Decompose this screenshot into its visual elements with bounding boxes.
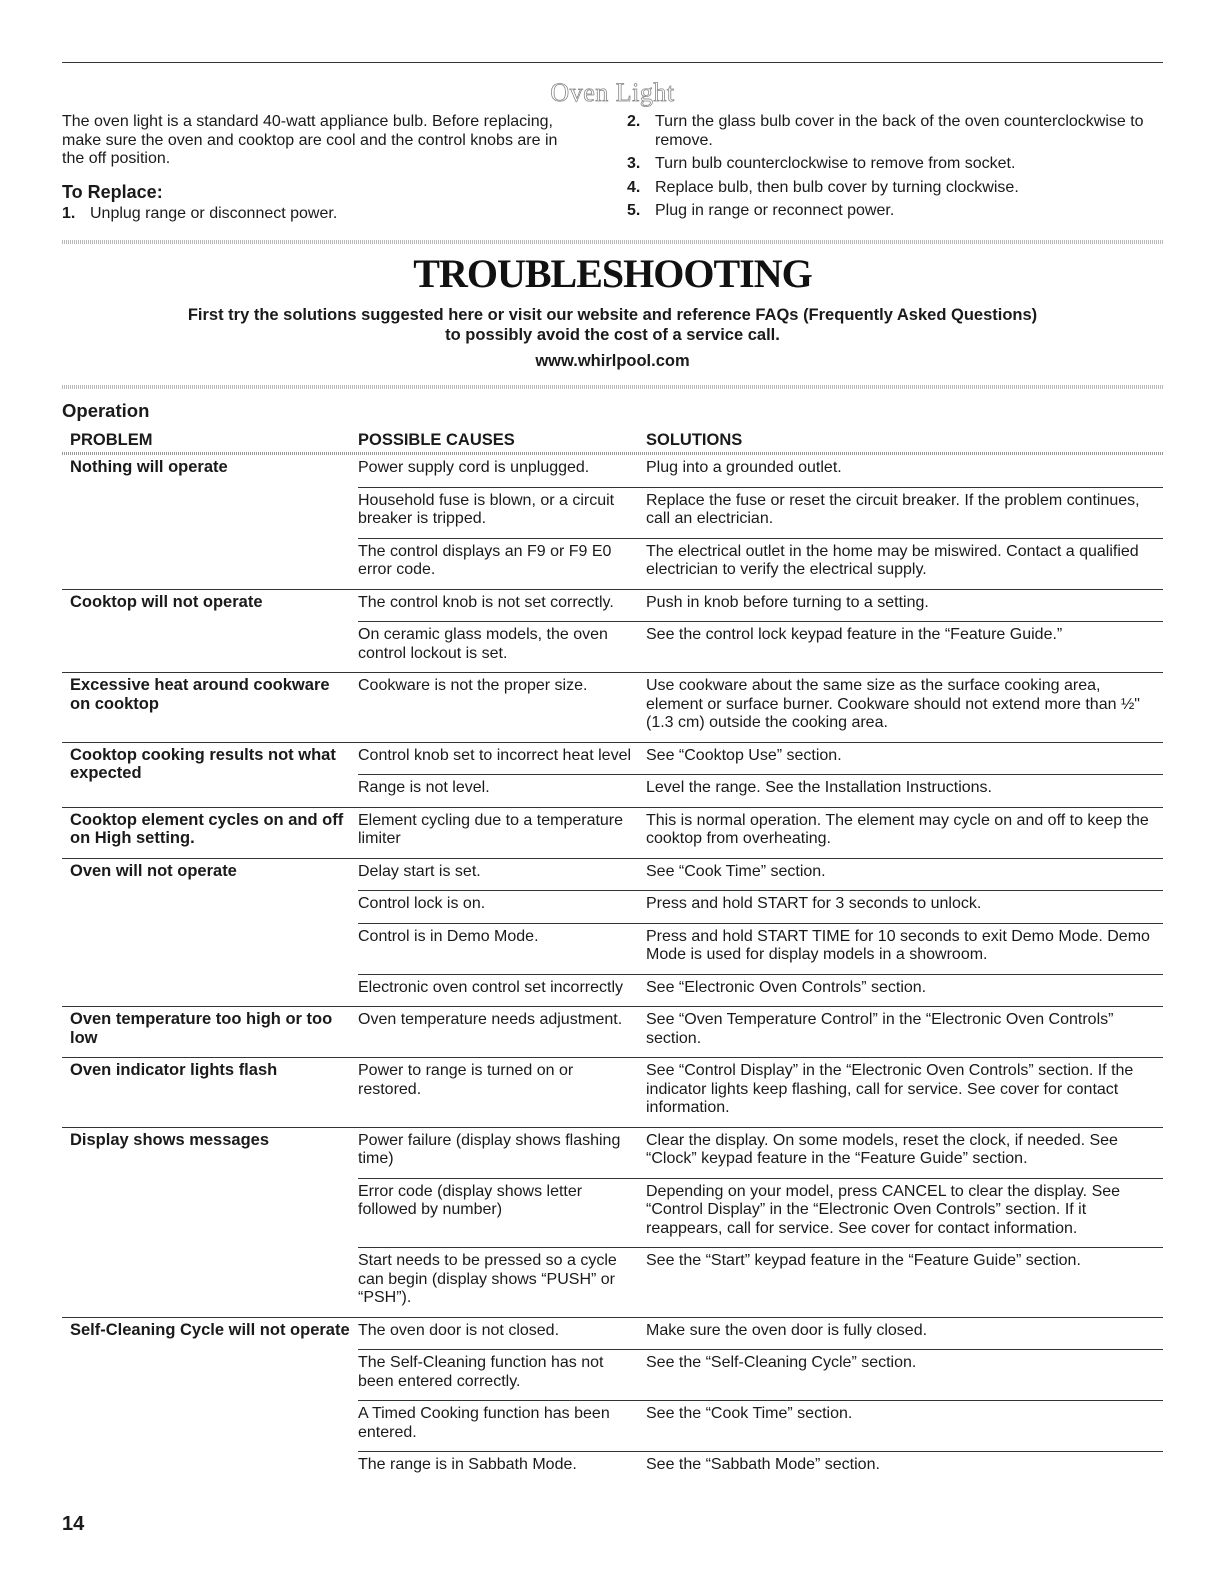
table-row xyxy=(358,1349,1163,1400)
step-text: Turn the glass bulb cover in the back of the oven counterclockwise to remove. xyxy=(655,113,1144,149)
solution-cell: See “Cook Time” section. xyxy=(646,862,826,880)
table-row xyxy=(358,1058,1163,1127)
problem-group xyxy=(62,858,1163,1007)
causes-list xyxy=(358,455,1163,589)
solution-cell: See the “Cook Time” section. xyxy=(646,1405,853,1422)
solution-cell: See “Electronic Oven Controls” section. xyxy=(646,978,927,996)
troubleshooting-title: TROUBLESHOOTING xyxy=(413,251,812,296)
step-number: 4. xyxy=(627,178,641,196)
step-number: 5. xyxy=(627,202,641,219)
problem-group xyxy=(62,807,1163,858)
cause-cell: Cookware is not the proper size. xyxy=(358,677,588,694)
table-row xyxy=(358,1247,1163,1317)
header-problem: PROBLEM xyxy=(70,430,153,449)
cause-cell: Control is in Demo Mode. xyxy=(358,927,539,945)
table-row xyxy=(358,923,1163,974)
solution-cell: See “Control Display” in the “Electronic Oven Controls” section. If the indicator lights keep flashing, call for service. See cover for contact information. xyxy=(646,1062,1134,1116)
causes-list xyxy=(358,743,1163,807)
subtitle-line: to possibly avoid the cost of a service call. xyxy=(445,326,780,344)
step-text: Replace bulb, then bulb cover by turning clockwise. xyxy=(655,178,1019,196)
table-body xyxy=(62,455,1163,1484)
solution-cell: This is normal operation. The element may cycle on and off to keep the cooktop from overheating. xyxy=(646,811,1149,847)
table-row xyxy=(358,1400,1163,1451)
website-link[interactable]: www.whirlpool.com xyxy=(535,352,690,370)
troubleshooting-table xyxy=(62,425,1163,1484)
step-number: 2. xyxy=(627,113,641,130)
table-row xyxy=(358,590,1163,622)
problem-group xyxy=(62,1006,1163,1057)
solution-cell: See the “Self-Cleaning Cycle” section. xyxy=(646,1354,917,1371)
problem-cell: Self-Cleaning Cycle will not operate xyxy=(70,1320,350,1339)
page-number: 14 xyxy=(62,1513,85,1535)
problem-cell: Cooktop will not operate xyxy=(70,592,263,611)
cause-cell: Error code (display shows letter followed by number) xyxy=(358,1182,583,1218)
problem-group xyxy=(62,742,1163,807)
cause-cell: The control knob is not set correctly. xyxy=(358,593,614,611)
solution-cell: Push in knob before turning to a setting. xyxy=(646,593,929,611)
problem-cell: Oven indicator lights flash xyxy=(70,1061,278,1079)
table-header xyxy=(62,425,1163,455)
causes-list xyxy=(358,808,1163,858)
cause-cell: Start needs to be pressed so a cycle can begin (display shows “PUSH” or “PSH”). xyxy=(358,1252,617,1306)
problem-cell: Oven temperature too high or too low xyxy=(70,1010,333,1047)
replace-step xyxy=(627,113,1167,150)
problem-cell: Cooktop cooking results not what expected xyxy=(70,745,336,782)
solution-cell: Depending on your model, press CANCEL to clear the display. See “Control Display” in the “Electronic Oven Controls” section. If it reappears, call for service. See cover for contact information. xyxy=(646,1182,1121,1237)
problem-group xyxy=(62,672,1163,742)
solution-cell: See the “Start” keypad feature in the “Feature Guide” section. xyxy=(646,1252,1081,1269)
problem-group xyxy=(62,1057,1163,1127)
cause-cell: Control knob set to incorrect heat level xyxy=(358,746,632,764)
cause-cell: On ceramic glass models, the oven control lockout is set. xyxy=(358,626,608,662)
table-row xyxy=(358,487,1163,538)
table-row xyxy=(358,673,1163,742)
causes-list xyxy=(358,1007,1163,1057)
operation-heading: Operation xyxy=(62,400,150,421)
problem-cell: Oven will not operate xyxy=(70,861,237,880)
table-row xyxy=(358,1007,1163,1057)
table-row xyxy=(358,743,1163,775)
cause-cell: The oven door is not closed. xyxy=(358,1321,560,1339)
table-row xyxy=(358,538,1163,589)
section-divider xyxy=(62,240,1163,244)
causes-list xyxy=(358,673,1163,742)
causes-list xyxy=(358,1058,1163,1127)
table-row xyxy=(358,808,1163,858)
solution-cell: Replace the fuse or reset the circuit breaker. If the problem continues, call an electrician. xyxy=(646,491,1140,527)
table-row xyxy=(358,1178,1163,1248)
solution-cell: Plug into a grounded outlet. xyxy=(646,459,842,476)
header-possible-causes: POSSIBLE CAUSES xyxy=(358,430,515,449)
problem-group xyxy=(62,455,1163,589)
oven-light-left-column xyxy=(62,113,582,229)
replace-step xyxy=(62,205,582,224)
cause-cell: Control lock is on. xyxy=(358,895,486,912)
troubleshooting-subtitle xyxy=(100,305,1125,371)
subtitle-line: First try the solutions suggested here or visit our website and reference FAQs (Frequently Asked Questions) xyxy=(187,306,1038,324)
oven-light-right-column xyxy=(627,113,1167,226)
header-solutions: SOLUTIONS xyxy=(646,430,743,449)
step-number: 1. xyxy=(62,205,76,222)
table-row xyxy=(358,621,1163,672)
top-rule xyxy=(62,62,1163,63)
step-text: Turn bulb counterclockwise to remove from socket. xyxy=(655,155,1016,172)
causes-list xyxy=(358,859,1163,1007)
causes-list xyxy=(358,590,1163,673)
solution-cell: Press and hold START for 3 seconds to unlock. xyxy=(646,895,982,912)
cause-cell: Range is not level. xyxy=(358,779,490,796)
causes-list xyxy=(358,1318,1163,1484)
oven-light-title: Oven Light xyxy=(550,78,675,107)
solution-cell: See “Cooktop Use” section. xyxy=(646,746,842,764)
cause-cell: Power failure (display shows flashing time) xyxy=(358,1131,621,1167)
problem-group xyxy=(62,589,1163,673)
section-divider xyxy=(62,385,1163,389)
cause-cell: The control displays an F9 or F9 E0 error code. xyxy=(358,542,612,578)
cause-cell: A Timed Cooking function has been entered. xyxy=(358,1405,610,1441)
problem-cell: Nothing will operate xyxy=(70,458,228,476)
solution-cell: Use cookware about the same size as the surface cooking area, element or surface burner. Cookware should not extend more than ½" (1.3 cm) outside the cooking area. xyxy=(646,677,1140,731)
replace-step xyxy=(627,179,1167,198)
solution-cell: Press and hold START TIME for 10 seconds to exit Demo Mode. Demo Mode is used for display models in a showroom. xyxy=(646,927,1150,963)
solution-cell: See “Oven Temperature Control” in the “Electronic Oven Controls” section. xyxy=(646,1011,1114,1047)
problem-cell: Display shows messages xyxy=(70,1130,270,1149)
replace-step xyxy=(627,155,1167,174)
solution-cell: See the control lock keypad feature in the “Feature Guide.” xyxy=(646,626,1063,643)
cause-cell: Delay start is set. xyxy=(358,862,481,880)
problem-cell: Cooktop element cycles on and off on High setting. xyxy=(70,810,344,847)
table-row xyxy=(358,1451,1163,1484)
solution-cell: Clear the display. On some models, reset the clock, if needed. See “Clock” keypad feature in the “Feature Guide” section. xyxy=(646,1131,1118,1167)
step-number: 3. xyxy=(627,155,641,172)
solution-cell: Make sure the oven door is fully closed. xyxy=(646,1321,928,1339)
cause-cell: Power to range is turned on or restored. xyxy=(358,1062,574,1098)
cause-cell: Household fuse is blown, or a circuit breaker is tripped. xyxy=(358,491,615,527)
table-row xyxy=(358,890,1163,923)
cause-cell: The range is in Sabbath Mode. xyxy=(358,1456,577,1473)
solution-cell: See the “Sabbath Mode” section. xyxy=(646,1456,880,1473)
step-text: Unplug range or disconnect power. xyxy=(90,205,338,222)
to-replace-heading: To Replace: xyxy=(62,181,163,202)
cause-cell: Electronic oven control set incorrectly xyxy=(358,978,623,996)
problem-cell: Excessive heat around cookware on cooktop xyxy=(70,676,330,713)
cause-cell: Power supply cord is unplugged. xyxy=(358,459,590,476)
replace-step xyxy=(627,202,1167,221)
problem-group xyxy=(62,1127,1163,1317)
causes-list xyxy=(358,1128,1163,1317)
table-row xyxy=(358,774,1163,807)
table-row xyxy=(358,859,1163,891)
oven-light-intro: The oven light is a standard 40-watt appliance bulb. Before replacing, make sure the oven and cooktop are cool and the control knobs are in the off position. xyxy=(62,113,558,167)
solution-cell: The electrical outlet in the home may be miswired. Contact a qualified electrician to verify the electrical supply. xyxy=(646,542,1139,578)
solution-cell: Level the range. See the Installation Instructions. xyxy=(646,779,992,796)
problem-group xyxy=(62,1317,1163,1484)
table-row xyxy=(358,1318,1163,1350)
cause-cell: Element cycling due to a temperature limiter xyxy=(358,811,624,847)
step-text: Plug in range or reconnect power. xyxy=(655,202,895,219)
cause-cell: The Self-Cleaning function has not been entered correctly. xyxy=(358,1354,604,1390)
table-row xyxy=(358,1128,1163,1178)
table-row xyxy=(358,455,1163,487)
cause-cell: Oven temperature needs adjustment. xyxy=(358,1011,623,1028)
table-row xyxy=(358,974,1163,1007)
